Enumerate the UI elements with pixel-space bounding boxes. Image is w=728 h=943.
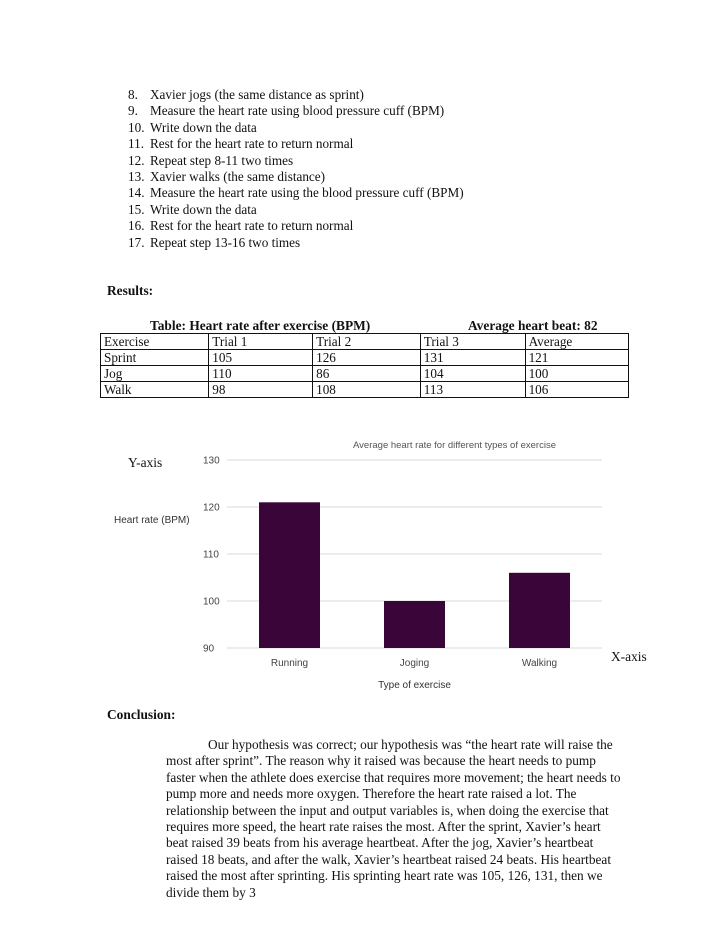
y-tick-label: 100 [203, 596, 220, 608]
table-header-cell: Trial 1 [209, 334, 313, 350]
table-header-row [101, 334, 629, 350]
x-tick-label: Joging [399, 658, 430, 669]
step-number: 15. [128, 201, 145, 217]
step-number: 11. [128, 136, 144, 152]
table-cell: 104 [420, 366, 525, 382]
step-16 [128, 218, 464, 234]
results-heading: Results: [107, 283, 154, 298]
y-tick-label: 130 [203, 455, 220, 467]
step-10 [128, 120, 464, 136]
table-cell: 110 [209, 366, 313, 382]
step-8 [128, 87, 464, 103]
table-row [101, 366, 629, 382]
x-tick-label: Walking [521, 658, 558, 669]
step-text: Xavier jogs (the same distance as sprint) [150, 87, 364, 102]
step-17 [128, 235, 464, 251]
step-text: Write down the data [150, 119, 257, 135]
bar-walking [509, 573, 570, 648]
table-cell: Sprint [101, 350, 209, 366]
step-number: 14. [128, 185, 145, 201]
x-axis-annotation: X-axis [611, 649, 647, 664]
average-heart-rate-bar-chart [100, 430, 610, 692]
step-number: 9. [128, 103, 138, 119]
step-text: Repeat step 8-11 two times [150, 152, 294, 168]
step-11 [128, 136, 464, 152]
step-9 [128, 103, 464, 119]
step-text: Measure the heart rate using the blood pressure cuff (BPM) [150, 185, 464, 201]
table-cell: Jog [101, 366, 209, 382]
step-14 [128, 185, 464, 201]
table-cell: 106 [525, 382, 628, 398]
table-cell: 121 [525, 350, 628, 366]
chart-title: Average heart rate for different types of exercise [353, 440, 556, 451]
step-number: 13. [128, 169, 145, 185]
table-row [101, 350, 629, 366]
y-tick-label: 110 [203, 549, 219, 561]
step-text: Write down the data [150, 201, 257, 217]
conclusion-heading: Conclusion: [107, 707, 176, 722]
bar-running [259, 502, 320, 648]
heart-rate-table [100, 333, 629, 398]
step-number: 10. [128, 119, 145, 135]
x-axis-label: Type of exercise [378, 680, 451, 691]
table-cell: 100 [525, 366, 628, 382]
step-number: 16. [128, 218, 145, 234]
step-12 [128, 153, 464, 169]
table-header-cell: Average [525, 334, 628, 350]
y-axis-annotation: Y-axis [128, 455, 163, 470]
average-heartbeat-caption: Average heart beat: 82 [468, 318, 598, 333]
step-15 [128, 202, 464, 218]
table-cell: 98 [209, 382, 313, 398]
step-13 [128, 169, 464, 185]
conclusion-paragraph: Our hypothesis was correct; our hypothesis was “the heart rate will raise the most after sprint”. The reason why it raised was because the heart needs to pump faster when the athlete does exercise that requires more movement; the heart needs to pump more and needs more oxygen. Therefore the heart rate raised a lot. The relationship between the input and output variables is, when doing the exercise that requires more speed, the heart rate raises the most. After the sprint, Xavier’s heart beat raised 39 beats from his average heartbeat. After the jog, Xavier’s heartbeat raised 18 beats, and after the walk, Xavier’s heartbeat raised 24 beats. His heartbeat raised the most after sprinting. His sprinting heart rate was 105, 126, 131, then we divide them by 3 [166, 737, 621, 900]
table-cell: Walk [101, 382, 209, 398]
table-cell: 131 [420, 350, 525, 366]
table-cell: 108 [313, 382, 421, 398]
step-text: Repeat step 13-16 two times [150, 234, 301, 250]
table-row [101, 382, 629, 398]
y-axis-label: Heart rate (BPM) [114, 515, 190, 526]
step-text: Rest for the heart rate to return normal [150, 218, 354, 234]
table-cell: 113 [420, 382, 525, 398]
table-header-cell: Trial 2 [313, 334, 421, 350]
table-header-cell: Exercise [101, 334, 209, 350]
step-number: 12. [128, 152, 145, 168]
step-text: Measure the heart rate using blood pressure cuff (BPM) [150, 103, 445, 119]
table-cell: 105 [209, 350, 313, 366]
procedure-steps [128, 87, 464, 251]
step-number: 17. [128, 234, 145, 250]
table-caption: Table: Heart rate after exercise (BPM) [150, 318, 371, 333]
bar-joging [384, 601, 445, 648]
table-header-cell: Trial 3 [420, 334, 525, 350]
x-tick-label: Running [270, 658, 309, 669]
step-text: Rest for the heart rate to return normal [150, 136, 354, 152]
y-tick-label: 90 [203, 643, 215, 655]
step-number: 8. [128, 87, 138, 102]
y-tick-label: 120 [203, 502, 220, 514]
table-cell: 126 [313, 350, 421, 366]
step-text: Xavier walks (the same distance) [150, 169, 326, 185]
table-cell: 86 [313, 366, 421, 382]
